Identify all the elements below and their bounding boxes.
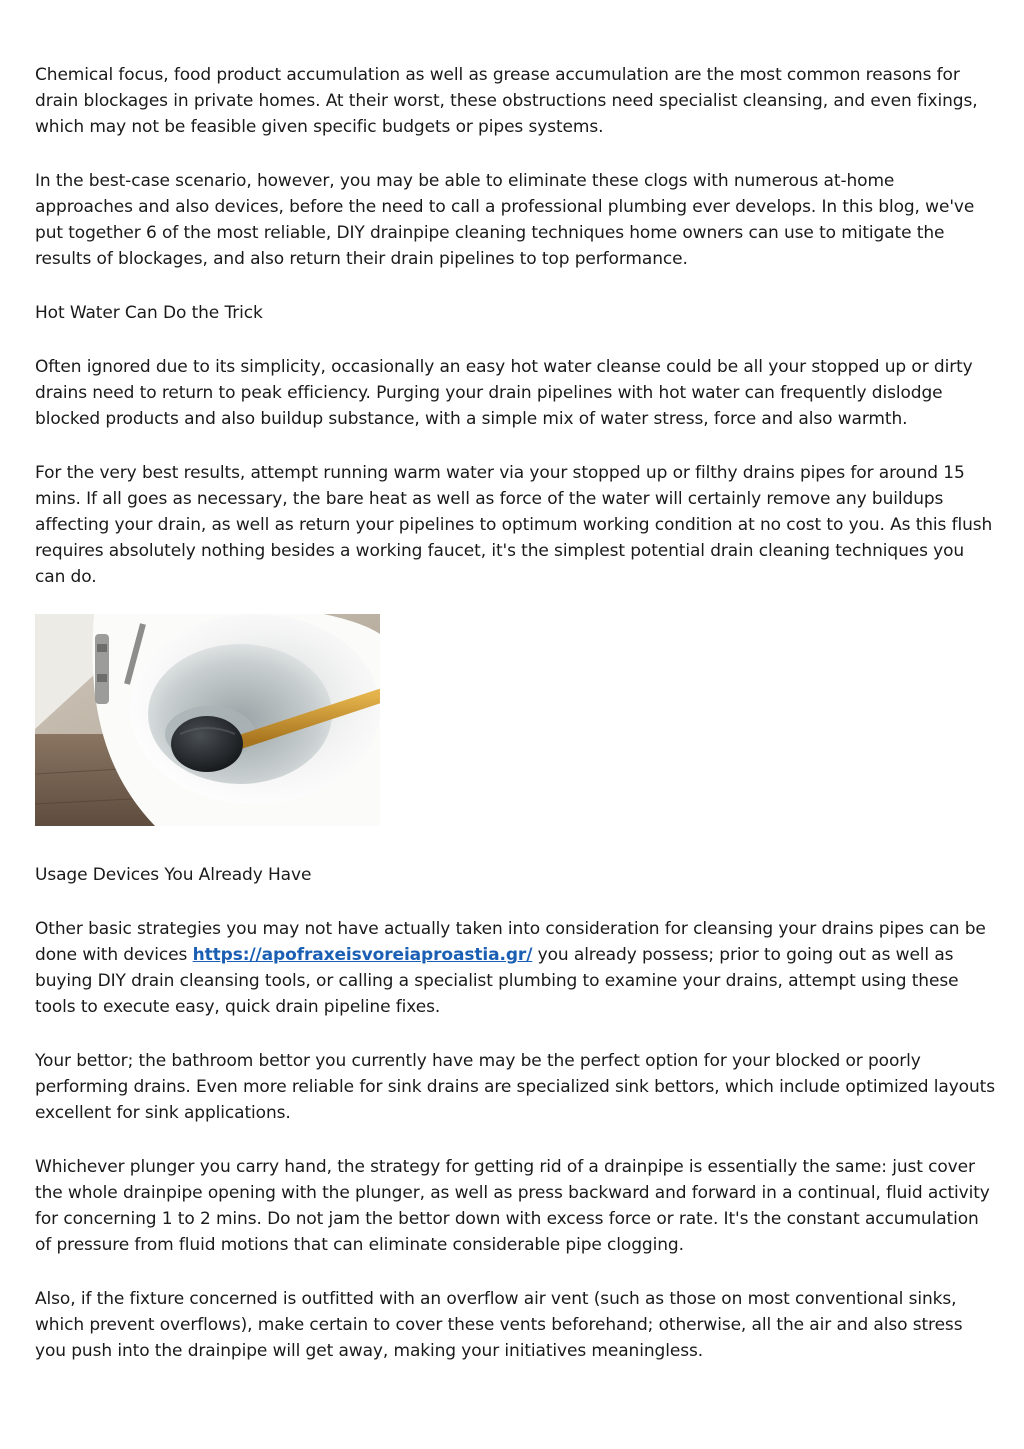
paragraph-plunger-strategy: Whichever plunger you carry hand, the strategy for getting rid of a drainpipe is essentially the same: just cover the whole drainpipe opening with the plunger, as well as press backward and forward in a continual, fluid activity for concerning 1 to 2 mins. Do not jam the bettor down with excess force or rate. It's the constant accumulation of pressure from fluid motions that can eliminate considerable pipe clogging. xyxy=(35,1157,990,1255)
paragraph-best-case: In the best-case scenario, however, you may be able to eliminate these clogs with numerous at-home approaches and also devices, before the need to call a professional plumbing ever develops. In this blog, we've put together 6 of the most reliable, DIY drainpipe cleaning techniques home owners can use to mitigate the results of blockages, and also return their drain pipelines to top performance. xyxy=(35,171,975,269)
toilet-plunger-photo xyxy=(35,614,380,826)
heading-usage-devices: Usage Devices You Already Have xyxy=(35,865,312,885)
paragraph-best-results: For the very best results, attempt running warm water via your stopped up or filthy drains pipes for around 15 mins. If all goes as necessary, the bare heat as well as force of the water will certainly remove any buildups affecting your drain, as well as return your pipelines to optimum working condition at no cost to you. As this flush requires absolutely nothing besides a working faucet, it's the simplest potential drain cleaning techniques you can do. xyxy=(35,463,993,587)
heading-hot-water: Hot Water Can Do the Trick xyxy=(35,303,263,323)
paragraph-bettor: Your bettor; the bathroom bettor you currently have may be the perfect option for your blocked or poorly performing drains. Even more reliable for sink drains are specialized sink bettors, which include optimized layouts excellent for sink applications. xyxy=(35,1051,995,1123)
paragraph-basic-strategies xyxy=(35,916,995,1020)
paragraph-basic-strategies-before: Other basic strategies you may not have actually taken into consideration for cleansing your drains pipes can be done with devices xyxy=(35,919,986,965)
paragraph-intro: Chemical focus, food product accumulation as well as grease accumulation are the most common reasons for drain blockages in private homes. At their worst, these obstructions need specialist cleansing, and even fixings, which may not be feasible given specific budgets or pipes systems. xyxy=(35,65,978,137)
paragraph-basic-strategies-after: you already possess; prior to going out as well as buying DIY drain cleansing tools, or calling a specialist plumbing to examine your drains, attempt using these tools to execute easy, quick drain pipeline fixes. xyxy=(35,945,959,1017)
paragraph-overflow-vent: Also, if the fixture concerned is outfitted with an overflow air vent (such as those on most conventional sinks, which prevent overflows), make certain to cover these vents beforehand; otherwise, all the air and also stress you push into the drainpipe will get away, making your initiatives meaningless. xyxy=(35,1289,963,1361)
paragraph-hot-water: Often ignored due to its simplicity, occasionally an easy hot water cleanse could be all your stopped up or dirty drains need to return to peak efficiency. Purging your drain pipelines with hot water can frequently dislodge blocked products and also buildup substance, with a simple mix of water stress, force and also warmth. xyxy=(35,357,973,429)
external-link[interactable]: https://apofraxeisvoreiaproastia.gr/ xyxy=(192,945,533,965)
article-body xyxy=(35,62,995,1392)
